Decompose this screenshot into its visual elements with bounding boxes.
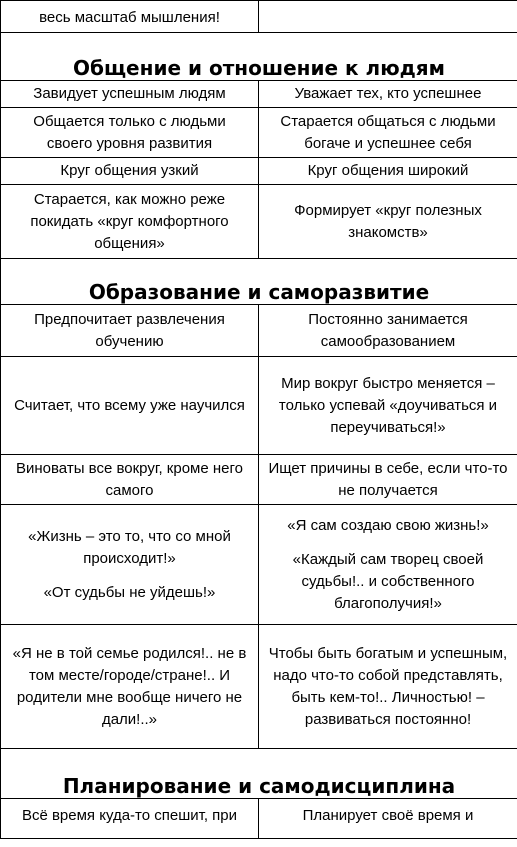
table-row xyxy=(1,81,517,108)
table-cell: Завидует успешным людям xyxy=(1,81,259,108)
table-cell: Чтобы быть богатым и успешным, надо что-то собой представлять, быть кем-то!.. Личностью! – развиваться постоянно! xyxy=(259,625,517,749)
table-row xyxy=(1,1,517,33)
section-heading-row xyxy=(1,749,517,799)
table-cell: Планирует своё время и xyxy=(259,799,517,839)
table-cell: Всё время куда-то спешит, при xyxy=(1,799,259,839)
section-heading: Образование и саморазвитие xyxy=(1,259,517,305)
table-cell: Круг общения широкий xyxy=(259,158,517,185)
quote-text: «Жизнь – это то, что со мной происходит!» xyxy=(28,527,231,567)
table-cell: Ищет причины в себе, если что-то не получается xyxy=(259,455,517,505)
table-cell: Уважает тех, кто успешнее xyxy=(259,81,517,108)
table-row xyxy=(1,185,517,259)
table-cell: Формирует «круг полезных знакомств» xyxy=(259,185,517,259)
table-cell: Старается, как можно реже покидать «круг комфортного общения» xyxy=(1,185,259,259)
table-cell: Считает, что всему уже научился xyxy=(1,357,259,455)
section-heading: Общение и отношение к людям xyxy=(1,33,517,81)
section-heading-row xyxy=(1,33,517,81)
table-cell xyxy=(259,1,517,33)
table-cell: Старается общаться с людьми богаче и успешнее себя xyxy=(259,108,517,158)
table-cell: Предпочитает развлечения обучению xyxy=(1,305,259,357)
quote-text: «Я сам создаю свою жизнь!» xyxy=(287,516,489,534)
table-row xyxy=(1,108,517,158)
table-cell: Мир вокруг быстро меняется – только успевай «доучиваться и переучиваться!» xyxy=(259,357,517,455)
table-row xyxy=(1,505,517,625)
quote-text: «Каждый сам творец своей судьбы!.. и собственного благополучия!» xyxy=(292,550,484,612)
table-row xyxy=(1,455,517,505)
section-heading: Планирование и самодисциплина xyxy=(1,749,517,799)
table-cell: «Я не в той семье родился!.. не в том месте/городе/стране!.. И родители мне вообще ничего не дали!..» xyxy=(1,625,259,749)
table-row xyxy=(1,158,517,185)
table-cell: Общается только с людьми своего уровня развития xyxy=(1,108,259,158)
section-heading-row xyxy=(1,259,517,305)
quote-text: «От судьбы не уйдешь!» xyxy=(43,583,216,601)
table-row xyxy=(1,357,517,455)
table-row xyxy=(1,305,517,357)
table-cell xyxy=(259,505,517,625)
table-cell: Виноваты все вокруг, кроме него самого xyxy=(1,455,259,505)
table-cell: весь масштаб мышления! xyxy=(1,1,259,33)
table-cell: Постоянно занимается самообразованием xyxy=(259,305,517,357)
table-row xyxy=(1,625,517,749)
table-row xyxy=(1,799,517,839)
table-cell: Круг общения узкий xyxy=(1,158,259,185)
table-cell xyxy=(1,505,259,625)
